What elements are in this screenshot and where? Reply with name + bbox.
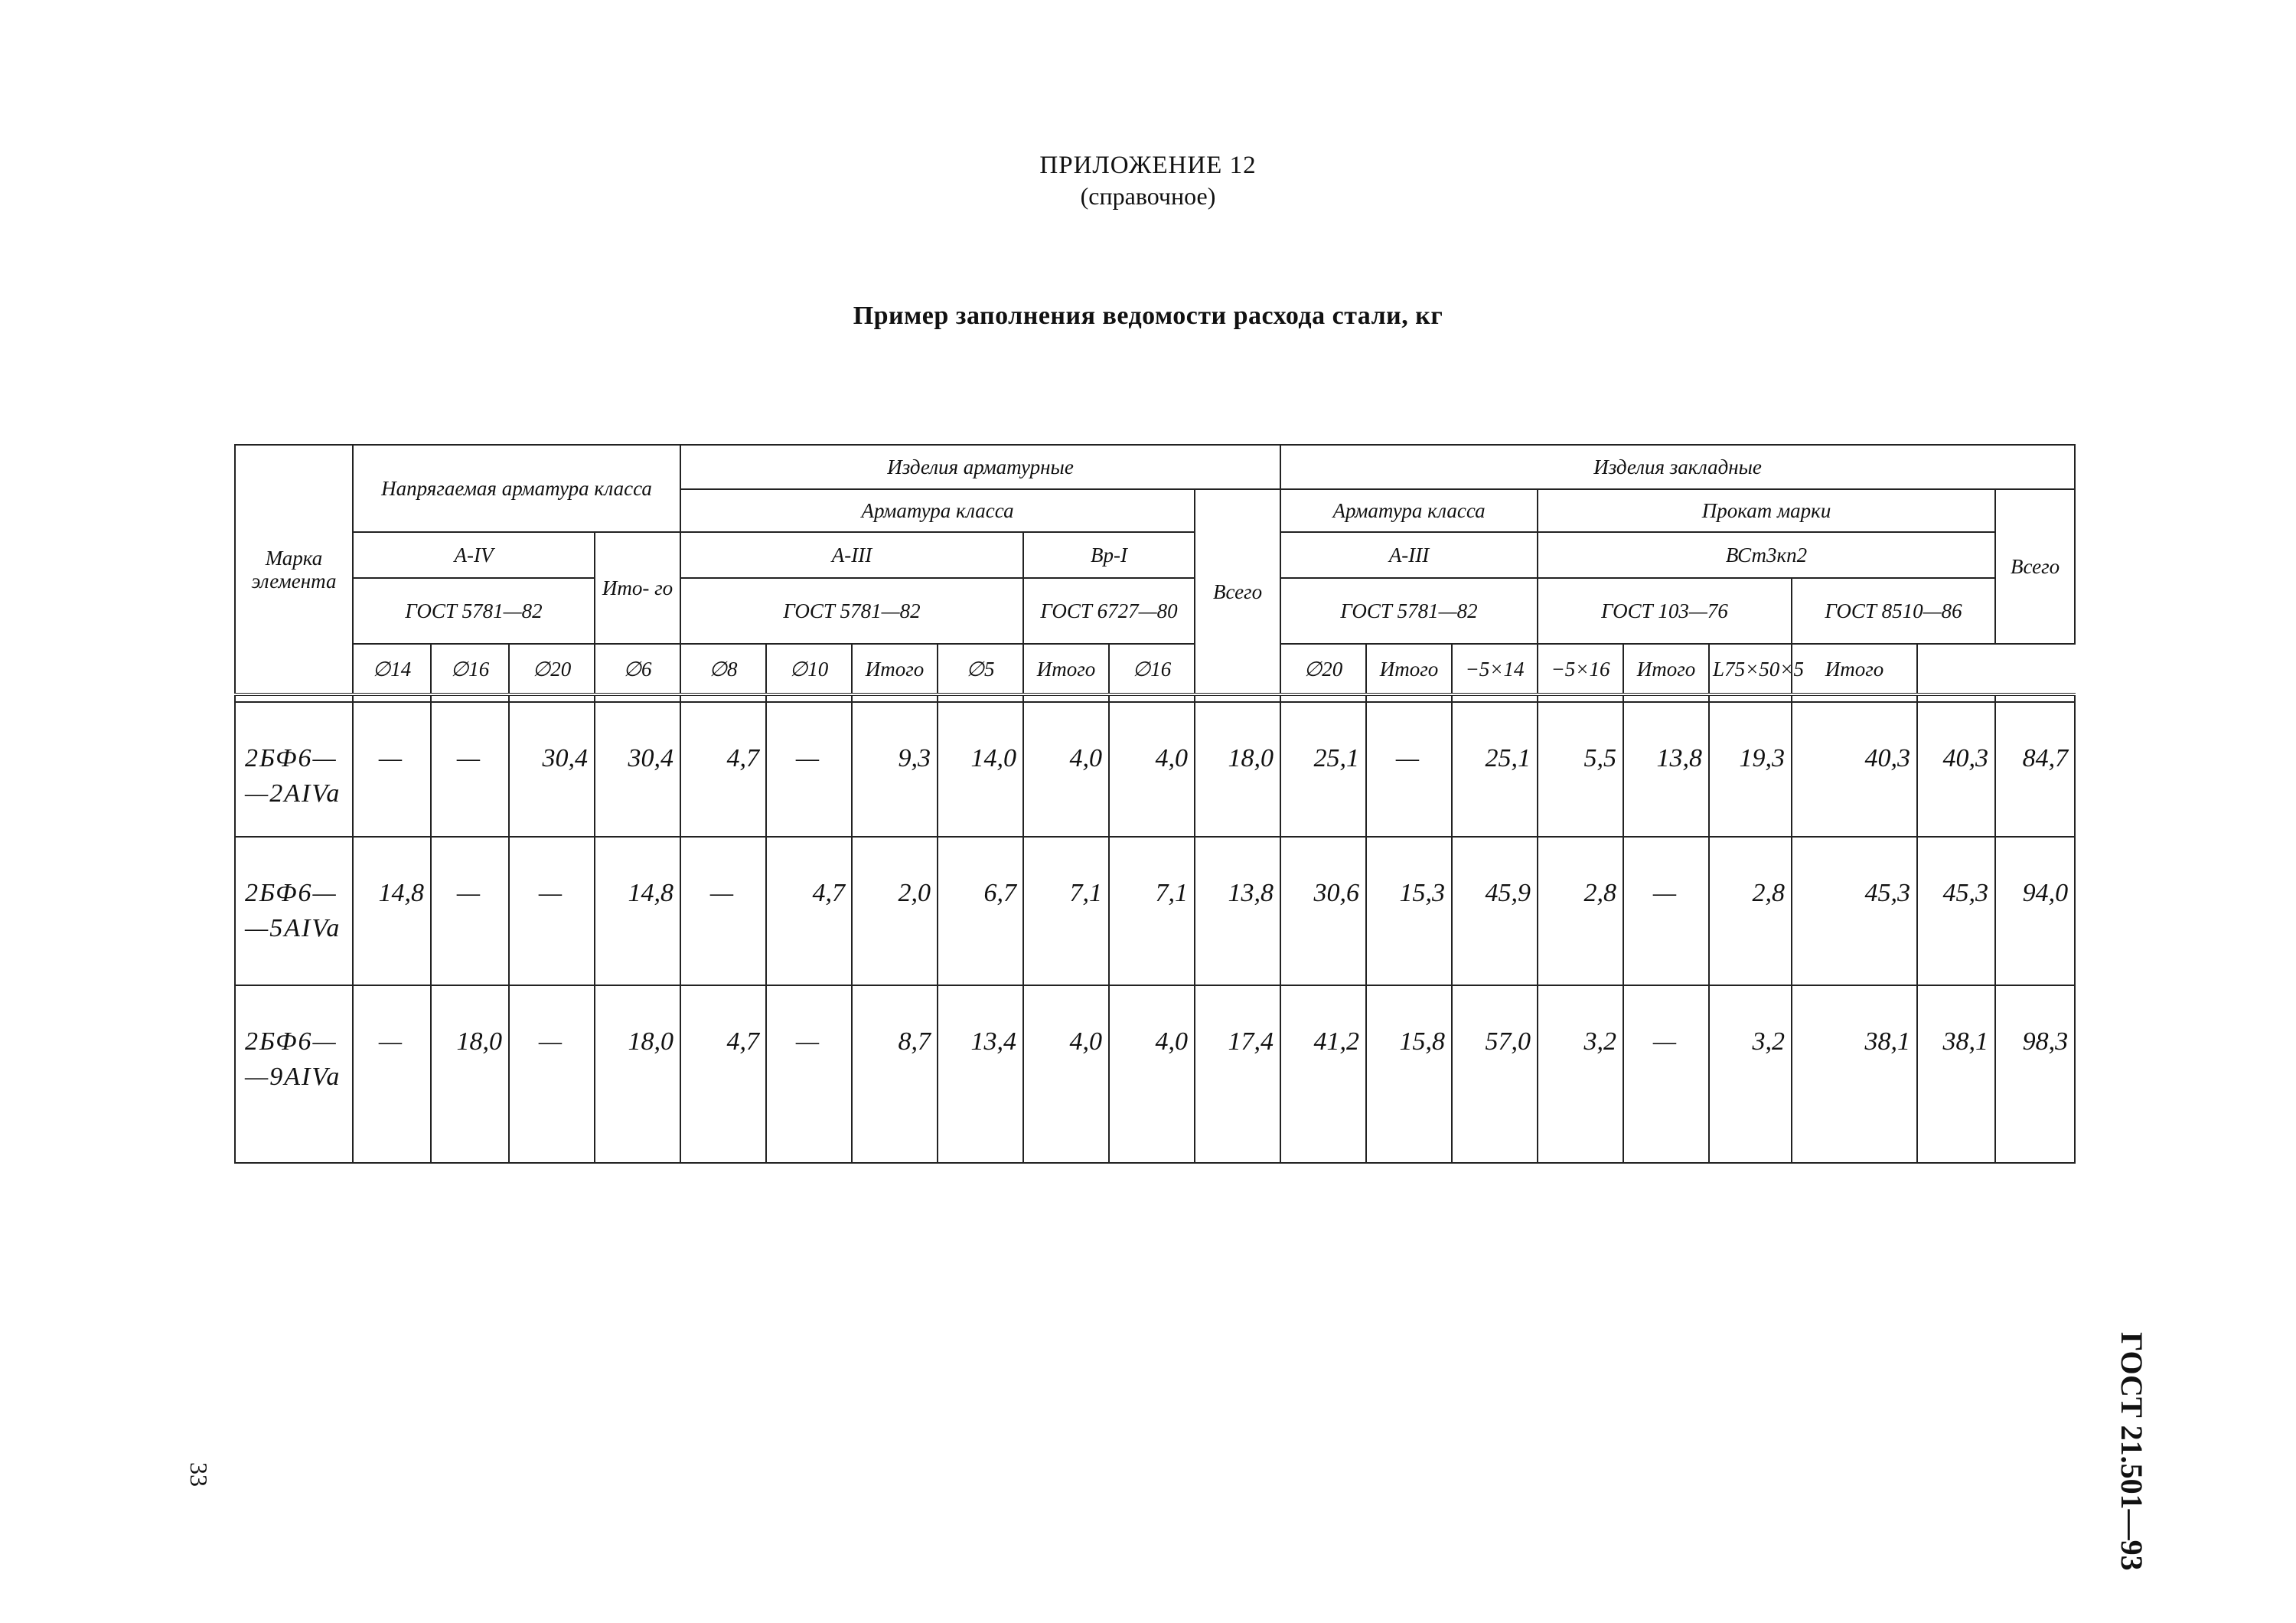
value-cell: 17,4 xyxy=(1195,985,1280,1163)
value-cell: 30,4 xyxy=(509,702,595,837)
value-cell: 2,8 xyxy=(1709,837,1792,985)
value-cell: 4,0 xyxy=(1023,702,1109,837)
class-vr1-header: Вр-I xyxy=(1023,532,1195,578)
gost-103: ГОСТ 103—76 xyxy=(1538,578,1792,644)
value-cell: — xyxy=(353,985,431,1163)
page-title: Пример заполнения ведомости расхода стали, кг xyxy=(853,302,1443,330)
size-header: ∅16 xyxy=(1109,644,1195,694)
value-cell: 14,8 xyxy=(595,837,680,985)
reinforcing-group-header: Изделия арматурные xyxy=(680,445,1280,489)
value-cell: 14,0 xyxy=(938,702,1023,837)
element-mark-cell: 2БФ6— —9AIVa xyxy=(235,985,353,1163)
size-header: Итого xyxy=(852,644,938,694)
size-header: Итого xyxy=(1623,644,1709,694)
size-header: Итого xyxy=(1792,644,1917,694)
value-cell: 57,0 xyxy=(1452,985,1538,1163)
prestressed-subtotal-header: Ито- го xyxy=(595,532,680,644)
value-cell: — xyxy=(1366,702,1452,837)
value-cell: 6,7 xyxy=(938,837,1023,985)
value-cell: — xyxy=(509,837,595,985)
value-cell: 4,0 xyxy=(1023,985,1109,1163)
element-mark-cell: 2БФ6— —2AIVa xyxy=(235,702,353,837)
value-cell: 4,7 xyxy=(680,985,766,1163)
value-cell: 2,8 xyxy=(1538,837,1623,985)
size-header: −5×16 xyxy=(1538,644,1623,694)
value-cell: 15,3 xyxy=(1366,837,1452,985)
value-cell: 38,1 xyxy=(1792,985,1917,1163)
page-number: 33 xyxy=(185,1462,213,1487)
value-cell: 98,3 xyxy=(1995,985,2075,1163)
value-cell: 13,4 xyxy=(938,985,1023,1163)
value-cell: 8,7 xyxy=(852,985,938,1163)
value-cell: — xyxy=(353,702,431,837)
value-cell: 2,0 xyxy=(852,837,938,985)
value-cell: — xyxy=(766,702,852,837)
value-cell: 19,3 xyxy=(1709,702,1792,837)
table-row xyxy=(235,702,2075,837)
value-cell: 3,2 xyxy=(1538,985,1623,1163)
rolled-steel-header: Прокат марки xyxy=(1538,489,1995,532)
steel-consumption-table xyxy=(234,444,2076,1164)
value-cell: 5,5 xyxy=(1538,702,1623,837)
value-cell: 45,9 xyxy=(1452,837,1538,985)
value-cell: 13,8 xyxy=(1623,702,1709,837)
class-a3-header: A-III xyxy=(680,532,1023,578)
appendix-note: (справочное) xyxy=(1080,182,1216,210)
value-cell: 7,1 xyxy=(1023,837,1109,985)
value-cell: 18,0 xyxy=(1195,702,1280,837)
value-cell: 38,1 xyxy=(1917,985,1995,1163)
size-header: ∅14 xyxy=(353,644,431,694)
value-cell: 30,6 xyxy=(1280,837,1366,985)
value-cell: 4,0 xyxy=(1109,702,1195,837)
value-cell: 13,8 xyxy=(1195,837,1280,985)
element-mark-cell: 2БФ6— —5AIVa xyxy=(235,837,353,985)
reinforcing-total-header: Всего xyxy=(1195,489,1280,694)
value-cell: — xyxy=(1623,985,1709,1163)
value-cell: 9,3 xyxy=(852,702,938,837)
value-cell: 18,0 xyxy=(595,985,680,1163)
size-header: ∅20 xyxy=(509,644,595,694)
value-cell: 4,7 xyxy=(680,702,766,837)
document-code: ГОСТ 21.501—93 xyxy=(2115,1332,2149,1571)
value-cell: 15,8 xyxy=(1366,985,1452,1163)
table-body xyxy=(235,694,2075,1163)
table-row xyxy=(235,837,2075,985)
embedded-group-header: Изделия закладные xyxy=(1280,445,2075,489)
value-cell: 41,2 xyxy=(1280,985,1366,1163)
value-cell: — xyxy=(509,985,595,1163)
prestressed-group-header: Напрягаемая арматура класса xyxy=(353,445,680,532)
gost-5781-prestressed: ГОСТ 5781—82 xyxy=(353,578,595,644)
header-divider xyxy=(235,694,2075,702)
size-header: ∅6 xyxy=(595,644,680,694)
value-cell: 25,1 xyxy=(1452,702,1538,837)
reinforcing-class-header: Арматура класса xyxy=(680,489,1195,532)
class-a3-embedded-header: A-III xyxy=(1280,532,1538,578)
class-a4-header: A-IV xyxy=(353,532,595,578)
value-cell: — xyxy=(431,702,509,837)
size-header: Итого xyxy=(1023,644,1109,694)
size-header: −5×14 xyxy=(1452,644,1538,694)
gost-5781-embedded: ГОСТ 5781—82 xyxy=(1280,578,1538,644)
value-cell: 3,2 xyxy=(1709,985,1792,1163)
gost-8510: ГОСТ 8510—86 xyxy=(1792,578,1995,644)
gost-6727: ГОСТ 6727—80 xyxy=(1023,578,1195,644)
size-header: ∅20 xyxy=(1280,644,1366,694)
value-cell: 7,1 xyxy=(1109,837,1195,985)
value-cell: — xyxy=(431,837,509,985)
value-cell: 45,3 xyxy=(1917,837,1995,985)
gost-5781-reinforcing: ГОСТ 5781—82 xyxy=(680,578,1023,644)
steel-grade-header: ВСт3кп2 xyxy=(1538,532,1995,578)
value-cell: 84,7 xyxy=(1995,702,2075,837)
value-cell: 25,1 xyxy=(1280,702,1366,837)
value-cell: 40,3 xyxy=(1792,702,1917,837)
table-row xyxy=(235,985,2075,1163)
value-cell: — xyxy=(766,985,852,1163)
embedded-class-header: Арматура класса xyxy=(1280,489,1538,532)
size-header: Итого xyxy=(1366,644,1452,694)
size-header: L75×50×5 xyxy=(1709,644,1792,694)
size-header: ∅10 xyxy=(766,644,852,694)
size-header: ∅16 xyxy=(431,644,509,694)
mark-header: Марка элемента xyxy=(235,445,353,694)
size-header: ∅8 xyxy=(680,644,766,694)
grand-total-header: Всего xyxy=(1995,489,2075,644)
value-cell: 14,8 xyxy=(353,837,431,985)
value-cell: 94,0 xyxy=(1995,837,2075,985)
appendix-title: ПРИЛОЖЕНИЕ 12 xyxy=(1039,152,1257,179)
value-cell: — xyxy=(1623,837,1709,985)
value-cell: 30,4 xyxy=(595,702,680,837)
size-header: ∅5 xyxy=(938,644,1023,694)
value-cell: 4,0 xyxy=(1109,985,1195,1163)
value-cell: 18,0 xyxy=(431,985,509,1163)
value-cell: — xyxy=(680,837,766,985)
value-cell: 40,3 xyxy=(1917,702,1995,837)
value-cell: 45,3 xyxy=(1792,837,1917,985)
value-cell: 4,7 xyxy=(766,837,852,985)
